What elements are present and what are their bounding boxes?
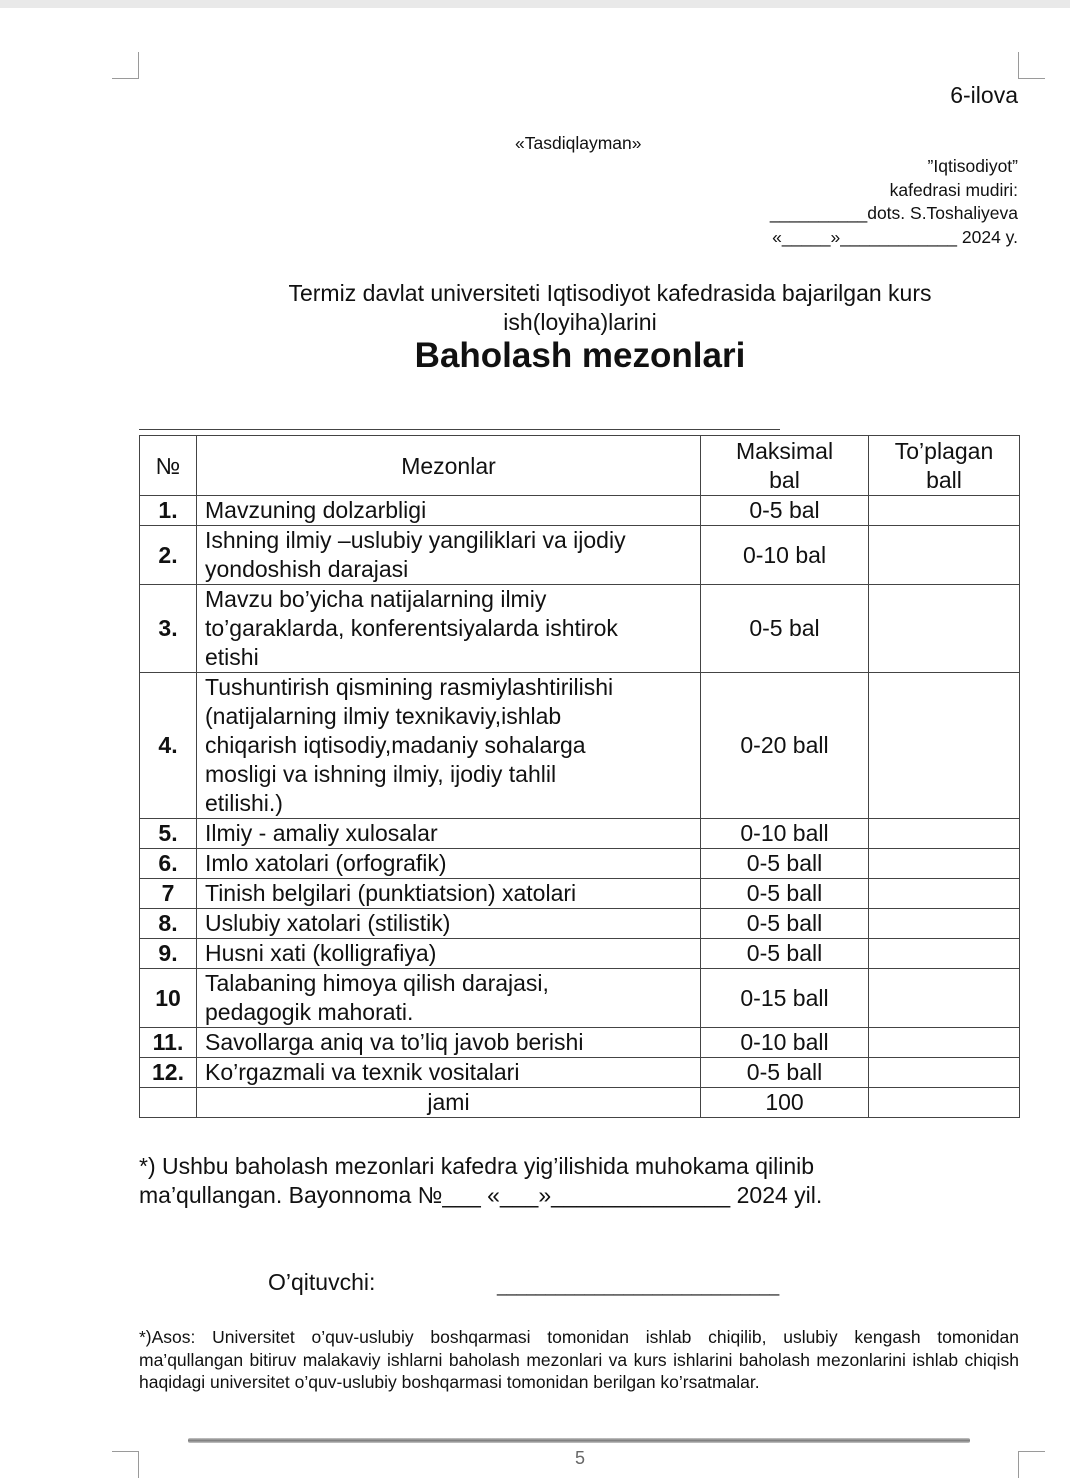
criterion-line: Ko’rgazmali va texnik vositalari — [205, 1059, 520, 1085]
criterion-text — [197, 969, 701, 1028]
table-row — [140, 969, 1020, 1028]
earned-score-cell — [869, 849, 1020, 879]
row-number: 4. — [140, 673, 197, 819]
header-max-score: Maksimal bal — [701, 436, 869, 496]
earned-score-cell — [869, 939, 1020, 969]
max-score: 0-15 ball — [701, 969, 869, 1028]
earned-score-cell — [869, 819, 1020, 849]
criterion-line: yondoshish darajasi — [205, 556, 409, 582]
max-score: 0-5 ball — [701, 849, 869, 879]
table-row — [140, 879, 1020, 909]
crop-mark-bottom-right — [1018, 1451, 1045, 1478]
criterion-text — [197, 496, 701, 526]
criterion-line: Ishning ilmiy –uslubiy yangiliklari va ijodiy — [205, 527, 626, 553]
max-score: 0-10 ball — [701, 1028, 869, 1058]
teacher-label: O’qituvchi: — [268, 1269, 376, 1295]
row-number: 5. — [140, 819, 197, 849]
criterion-line: Mavzuning dolzarbligi — [205, 497, 427, 523]
table-row — [140, 673, 1020, 819]
total-label: jami — [197, 1088, 701, 1118]
table-row — [140, 1028, 1020, 1058]
earned-score-cell — [869, 496, 1020, 526]
earned-score-cell — [869, 879, 1020, 909]
criterion-line: etishi — [205, 644, 259, 670]
appendix-label: 6-ilova — [950, 82, 1018, 108]
total-row — [140, 1088, 1020, 1118]
criterion-text — [197, 849, 701, 879]
dept-head-label: kafedrasi mudiri: — [889, 180, 1018, 200]
row-number: 11. — [140, 1028, 197, 1058]
max-score: 0-5 ball — [701, 1058, 869, 1088]
date-line: «_____»____________ 2024 y. — [772, 227, 1018, 247]
row-number: 10 — [140, 969, 197, 1028]
criterion-text — [197, 1028, 701, 1058]
title-line-2: ish(loyiha)larini — [503, 309, 657, 335]
table-row — [140, 585, 1020, 673]
row-number: 2. — [140, 526, 197, 585]
criterion-text — [197, 1058, 701, 1088]
table-row — [140, 939, 1020, 969]
criterion-line: Tinish belgilari (punktiatsion) xatolari — [205, 880, 577, 906]
table-row — [140, 849, 1020, 879]
earned-score-cell — [869, 526, 1020, 585]
criterion-line: Uslubiy xatolari (stilistik) — [205, 910, 451, 936]
earned-score-cell — [869, 1028, 1020, 1058]
crop-mark-bottom-left — [112, 1451, 139, 1478]
dept-name: ”Iqtisodiyot” — [927, 156, 1018, 176]
criterion-text — [197, 673, 701, 819]
total-earned-cell — [869, 1088, 1020, 1118]
approval-note-line-2: ma’qullangan. Bayonnoma №___ «___»______________ 2024 yil. — [139, 1182, 823, 1208]
max-score: 0-5 ball — [701, 939, 869, 969]
table-row — [140, 909, 1020, 939]
max-score: 0-5 bal — [701, 585, 869, 673]
crop-mark-top-right — [1018, 52, 1045, 79]
earned-score-cell — [869, 673, 1020, 819]
page-title: Baholash mezonlari — [414, 336, 746, 375]
crop-mark-top-left — [112, 52, 139, 79]
row-number: 8. — [140, 909, 197, 939]
max-score: 0-10 bal — [701, 526, 869, 585]
criterion-line: to’garaklarda, konferentsiyalarda ishtirok — [205, 615, 618, 641]
row-number: 12. — [140, 1058, 197, 1088]
page-number: 5 — [574, 1448, 585, 1468]
criterion-line: Ilmiy - amaliy xulosalar — [205, 820, 438, 846]
max-score: 0-5 ball — [701, 909, 869, 939]
title-line-1: Termiz davlat universiteti Iqtisodiyot kafedrasida bajarilgan kurs — [288, 280, 932, 306]
max-score: 0-10 ball — [701, 819, 869, 849]
table-row — [140, 1058, 1020, 1088]
criterion-text — [197, 879, 701, 909]
criterion-line: Savollarga aniq va to’liq javob berishi — [205, 1029, 584, 1055]
row-number: 6. — [140, 849, 197, 879]
viewer-top-bar — [0, 0, 1070, 8]
criterion-line: Tushuntirish qismining rasmiylashtirilishi — [205, 674, 614, 700]
max-score: 0-20 ball — [701, 673, 869, 819]
criterion-line: Mavzu bo’yicha natijalarning ilmiy — [205, 586, 547, 612]
header-earned-score: To’plagan ball — [869, 436, 1020, 496]
row-number: 3. — [140, 585, 197, 673]
criterion-line: etilishi.) — [205, 790, 283, 816]
criterion-text — [197, 819, 701, 849]
table-row — [140, 526, 1020, 585]
criterion-text — [197, 909, 701, 939]
earned-score-cell — [869, 909, 1020, 939]
max-score: 0-5 ball — [701, 879, 869, 909]
header-num: № — [140, 436, 197, 496]
footnote: *)Asos: Universitet o’quv-uslubiy boshqarmasi tomonidan ishlab chiqilib, uslubiy kengash tomonidan ma’qullangan bitiruv malakaviy ishlarni baholash mezonlari va kurs ishlarini baholash mezonlarini ishlab chiqish haqidagi universitet o’quv-uslubiy boshqarmasi tomonidan berilgan ko’rsatmalar. — [139, 1327, 1019, 1392]
footer-rule — [188, 1438, 970, 1443]
criterion-line: Imlo xatolari (orfografik) — [205, 850, 447, 876]
criterion-line: Talabaning himoya qilish darajasi, — [205, 970, 549, 996]
max-score: 0-5 bal — [701, 496, 869, 526]
rule-above-table — [139, 429, 780, 430]
earned-score-cell — [869, 969, 1020, 1028]
total-num-cell — [140, 1088, 197, 1118]
criterion-line: chiqarish iqtisodiy,madaniy sohalarga — [205, 732, 586, 758]
approval-note-line-1: *) Ushbu baholash mezonlari kafedra yig’ilishida muhokama qilinib — [139, 1153, 815, 1179]
table-row — [140, 496, 1020, 526]
earned-score-cell — [869, 1058, 1020, 1088]
table-header-row — [140, 436, 1020, 496]
criterion-text — [197, 585, 701, 673]
header-criteria: Mezonlar — [197, 436, 701, 496]
table-row — [140, 819, 1020, 849]
criterion-line: (natijalarning ilmiy texnikaviy,ishlab — [205, 703, 562, 729]
total-value: 100 — [701, 1088, 869, 1118]
criterion-line: mosligi va ishning ilmiy, ijodiy tahlil — [205, 761, 557, 787]
row-number: 7 — [140, 879, 197, 909]
criterion-text — [197, 526, 701, 585]
row-number: 9. — [140, 939, 197, 969]
signature-line: __________dots. S.Toshaliyeva — [769, 203, 1018, 223]
teacher-signature-line: _____________________________ — [497, 1276, 780, 1296]
earned-score-cell — [869, 585, 1020, 673]
criterion-line: Husni xati (kolligrafiya) — [205, 940, 437, 966]
criterion-line: pedagogik mahorati. — [205, 999, 414, 1025]
row-number: 1. — [140, 496, 197, 526]
criteria-table — [139, 435, 1020, 1118]
criterion-text — [197, 939, 701, 969]
approve-label: «Tasdiqlayman» — [515, 133, 642, 153]
